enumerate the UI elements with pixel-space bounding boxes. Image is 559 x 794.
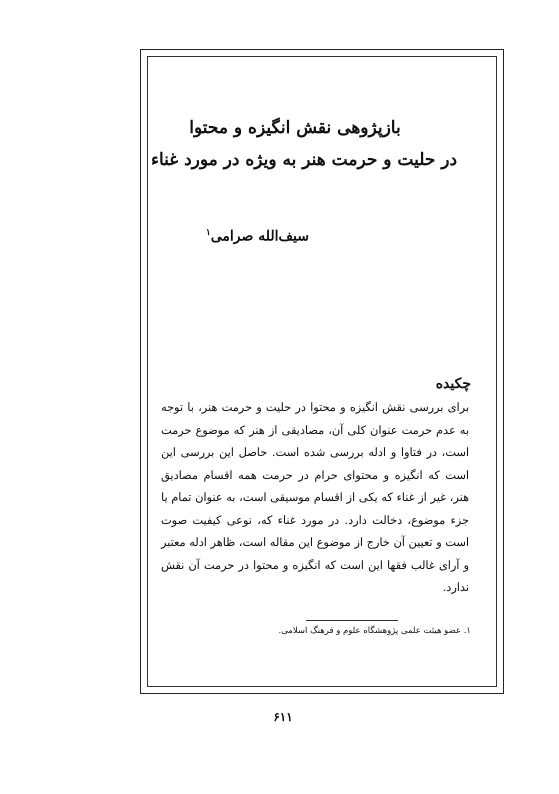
author-name: سیف‌الله صرامی bbox=[210, 228, 309, 245]
footnote-divider bbox=[306, 620, 398, 621]
author-footnote-marker: ۱ bbox=[205, 228, 211, 238]
title-line-2: در حلیت و حرمت هنر به ویژه در مورد غناء bbox=[150, 150, 458, 170]
footnote: ۱. عضو هیئت علمی پژوهشگاه علوم و فرهنگ اسلامی. bbox=[278, 626, 471, 636]
abstract-heading: چکیده bbox=[435, 376, 471, 392]
page-number: ۶۱۱ bbox=[273, 710, 293, 724]
abstract-body bbox=[161, 397, 469, 600]
title-line-1: بازپژوهی نقش انگیزه و محتوا bbox=[189, 118, 401, 138]
author bbox=[109, 228, 309, 245]
abstract-paragraph: برای بررسی نقش انگیزه و محتوا در حلیت و حرمت هنر، با توجه به عدم حرمت عنوان کلی آن، مصادیقی از هنر که موضوع حرمت است، در فتاوا و ادله بررسی شده است. حاصل این بررسی این است که انگیزه و محتوای حرام در حرمت همه اقسام مصادیق هنر، غیر از غناء که یکی از اقسام موسیقی است، به عنوان تمام یا جزء موضوع، دخالت دارد. در مورد غناء که، نوعی کیفیت صوت است و تعیین آن خارج از موضوع این مقاله است، ظاهر ادله معتبر و آرای غالب فقها این است که انگیزه و محتوا در حرمت آن نقش ندارد. bbox=[161, 401, 469, 594]
